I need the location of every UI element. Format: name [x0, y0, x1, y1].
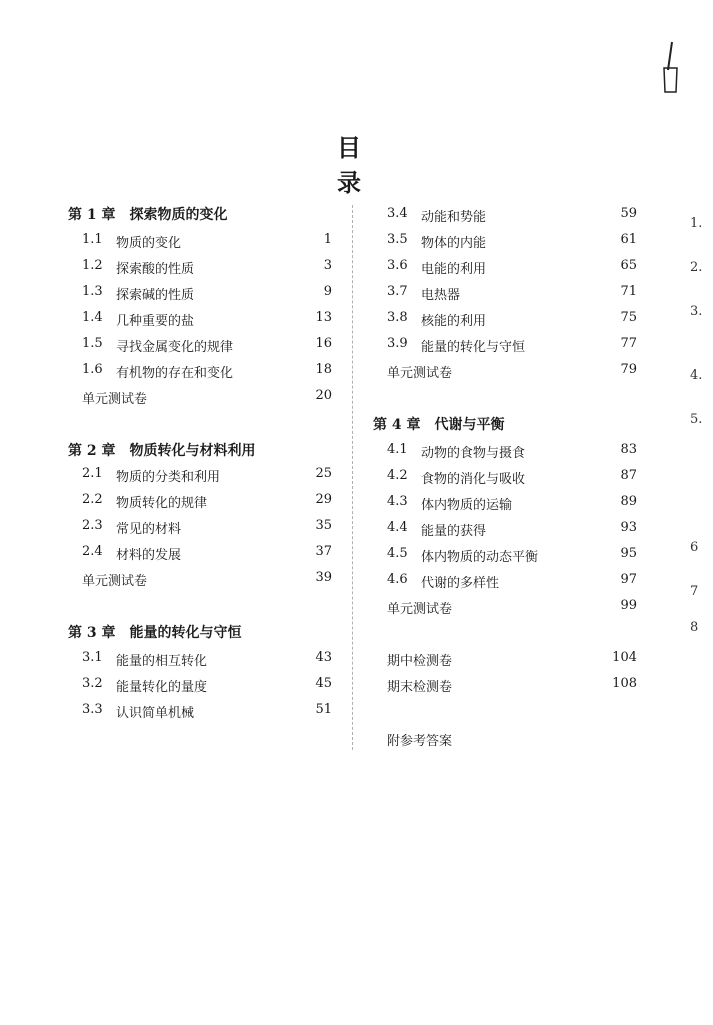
section-number: 2.4	[82, 544, 103, 559]
adjacent-page-number: 6	[690, 540, 699, 555]
toc-section[interactable]	[68, 336, 338, 356]
section-number: 1.5	[82, 336, 103, 351]
section-number: 4.6	[387, 572, 408, 587]
section-number: 4.2	[387, 468, 408, 483]
toc-section[interactable]	[373, 258, 643, 278]
section-title: 动物的食物与摄食	[421, 446, 526, 461]
section-title: 电热器	[421, 288, 461, 303]
section-title: 动能和势能	[421, 210, 487, 225]
section-title: 寻找金属变化的规律	[116, 340, 234, 355]
section-title: 代谢的多样性	[421, 576, 500, 591]
section-number: 3.6	[387, 258, 408, 273]
toc-unit-test[interactable]	[68, 388, 338, 408]
page-number: 9	[323, 284, 332, 299]
page-number: 77	[620, 336, 637, 351]
toc-section[interactable]	[373, 232, 643, 252]
adjacent-page-number: 3.	[690, 304, 703, 319]
toc-section[interactable]	[68, 650, 338, 670]
section-title: 期末检测卷	[387, 680, 453, 695]
page-title: 目 录	[337, 133, 383, 197]
page-number: 35	[315, 518, 332, 533]
page-number: 45	[315, 676, 332, 691]
toc-section[interactable]	[68, 310, 338, 330]
toc-section[interactable]	[373, 442, 643, 462]
page-number: 75	[620, 310, 637, 325]
toc-unit-test[interactable]	[68, 570, 338, 590]
toc-section[interactable]	[373, 494, 643, 514]
toc-unit-test[interactable]	[373, 598, 643, 618]
toc-section[interactable]	[68, 544, 338, 564]
section-number: 3.1	[82, 650, 103, 665]
section-title: 能量的转化与守恒	[421, 340, 526, 355]
toc-section[interactable]	[68, 518, 338, 538]
section-title: 单元测试卷	[82, 574, 148, 589]
adjacent-page-number: 4.	[690, 368, 703, 383]
section-title: 电能的利用	[421, 262, 487, 277]
page-number: 59	[620, 206, 637, 221]
chapter-heading[interactable]: 第 1 章 探索物质的变化	[68, 207, 228, 223]
section-title: 能量转化的量度	[116, 680, 208, 695]
page-number: 83	[620, 442, 637, 457]
section-number: 3.9	[387, 336, 408, 351]
section-title: 材料的发展	[116, 548, 182, 563]
section-title: 单元测试卷	[82, 392, 148, 407]
page-number: 1	[323, 232, 332, 247]
section-title: 能量的获得	[421, 524, 487, 539]
column-divider	[352, 205, 353, 750]
section-number: 1.6	[82, 362, 103, 377]
toc-section[interactable]	[68, 232, 338, 252]
section-number: 4.5	[387, 546, 408, 561]
section-number: 3.7	[387, 284, 408, 299]
section-title: 物质转化的规律	[116, 496, 208, 511]
toc-section[interactable]	[373, 520, 643, 540]
section-number: 4.1	[387, 442, 408, 457]
section-number: 2.2	[82, 492, 103, 507]
adjacent-page-number: 1.	[690, 216, 703, 231]
section-title: 认识简单机械	[116, 706, 195, 721]
toc-section[interactable]	[373, 546, 643, 566]
toc-section[interactable]	[68, 258, 338, 278]
section-number: 1.3	[82, 284, 103, 299]
section-title: 物质的变化	[116, 236, 182, 251]
page-number: 39	[315, 570, 332, 585]
section-title: 常见的材料	[116, 522, 182, 537]
section-number: 3.2	[82, 676, 103, 691]
toc-section[interactable]	[68, 492, 338, 512]
section-number: 2.3	[82, 518, 103, 533]
section-number: 3.5	[387, 232, 408, 247]
section-number: 1.4	[82, 310, 103, 325]
page-number: 93	[620, 520, 637, 535]
section-title: 物质的分类和利用	[116, 470, 221, 485]
page-number: 13	[315, 310, 332, 325]
page-number: 97	[620, 572, 637, 587]
page-number: 89	[620, 494, 637, 509]
page-number: 20	[315, 388, 332, 403]
page-number: 3	[323, 258, 332, 273]
page-number: 71	[620, 284, 637, 299]
appendix-entry: 附参考答案	[387, 734, 453, 749]
toc-section[interactable]	[68, 676, 338, 696]
adjacent-page-number: 2.	[690, 260, 703, 275]
adjacent-page-number: 5.	[690, 412, 703, 427]
toc-section[interactable]	[373, 310, 643, 330]
page-number: 43	[315, 650, 332, 665]
section-number: 3.8	[387, 310, 408, 325]
section-number: 3.4	[387, 206, 408, 221]
section-number: 1.2	[82, 258, 103, 273]
toc-section[interactable]	[68, 702, 338, 722]
adjacent-page-number: 7	[690, 584, 699, 599]
toc-unit-test[interactable]	[373, 676, 643, 696]
section-title: 探索酸的性质	[116, 262, 195, 277]
toc-unit-test[interactable]	[373, 362, 643, 382]
section-title: 探索碱的性质	[116, 288, 195, 303]
toc-section[interactable]	[373, 336, 643, 356]
page-number: 95	[620, 546, 637, 561]
toc-section[interactable]	[373, 284, 643, 304]
page-number: 79	[620, 362, 637, 377]
section-title: 体内物质的运输	[421, 498, 513, 513]
chapter-heading[interactable]: 第 2 章 物质转化与材料利用	[68, 443, 256, 459]
section-number: 1.1	[82, 232, 103, 247]
section-title: 食物的消化与吸收	[421, 472, 526, 487]
page-number: 51	[315, 702, 332, 717]
section-number: 4.4	[387, 520, 408, 535]
section-title: 单元测试卷	[387, 366, 453, 381]
adjacent-page-number: 8	[690, 620, 699, 635]
toc-section[interactable]	[373, 572, 643, 592]
toc-section[interactable]	[68, 284, 338, 304]
page-number: 99	[620, 598, 637, 613]
section-title: 期中检测卷	[387, 654, 453, 669]
section-title: 物体的内能	[421, 236, 487, 251]
section-number: 3.3	[82, 702, 103, 717]
section-title: 几种重要的盐	[116, 314, 195, 329]
page-number: 61	[620, 232, 637, 247]
page-number: 87	[620, 468, 637, 483]
section-number: 2.1	[82, 466, 103, 481]
page-number: 16	[315, 336, 332, 351]
page-number: 25	[315, 466, 332, 481]
chapter-heading[interactable]: 第 3 章 能量的转化与守恒	[68, 625, 242, 641]
toc-section[interactable]	[373, 206, 643, 226]
section-title: 能量的相互转化	[116, 654, 208, 669]
page-number: 108	[612, 676, 637, 691]
toc-section[interactable]	[373, 468, 643, 488]
page-number: 37	[315, 544, 332, 559]
page-number: 29	[315, 492, 332, 507]
pencil-cup-icon	[660, 40, 680, 95]
page-number: 65	[620, 258, 637, 273]
page-number: 18	[315, 362, 332, 377]
toc-section[interactable]	[68, 466, 338, 486]
toc-unit-test[interactable]	[373, 650, 643, 670]
section-title: 有机物的存在和变化	[116, 366, 234, 381]
section-title: 核能的利用	[421, 314, 487, 329]
section-number: 4.3	[387, 494, 408, 509]
toc-section[interactable]	[68, 362, 338, 382]
section-title: 单元测试卷	[387, 602, 453, 617]
section-title: 体内物质的动态平衡	[421, 550, 539, 565]
page-number: 104	[612, 650, 637, 665]
chapter-heading[interactable]: 第 4 章 代谢与平衡	[373, 417, 505, 433]
